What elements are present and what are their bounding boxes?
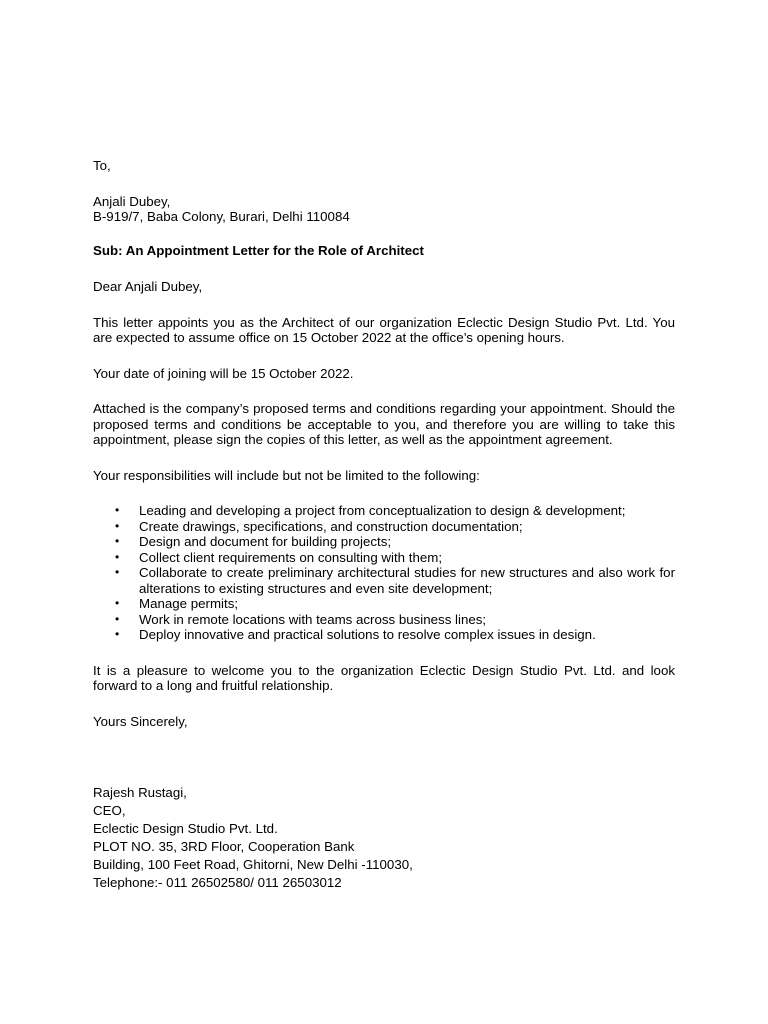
list-item xyxy=(93,534,675,550)
company-address-line2: Building, 100 Feet Road, Ghitorni, New Delhi -110030, xyxy=(93,857,413,872)
list-item-text: Work in remote locations with teams across business lines; xyxy=(139,611,487,627)
signoff: Yours Sincerely, xyxy=(93,713,188,729)
bullet-icon: • xyxy=(115,596,120,610)
joining-date-paragraph: Your date of joining will be 15 October 2022. xyxy=(93,365,354,381)
company-address-line1: PLOT NO. 35, 3RD Floor, Cooperation Bank xyxy=(93,839,355,854)
recipient-address: B-919/7, Baba Colony, Burari, Delhi 110084 xyxy=(93,209,350,224)
list-item xyxy=(93,550,675,566)
list-item xyxy=(93,503,675,519)
welcome-paragraph: It is a pleasure to welcome you to the organization Eclectic Design Studio Pvt. Ltd. and look forward to a long and fruitful relationship. xyxy=(93,662,675,693)
list-item xyxy=(93,565,675,596)
list-item-text: Create drawings, specifications, and construction documentation; xyxy=(139,518,523,534)
salutation: Dear Anjali Dubey, xyxy=(93,279,203,294)
bullet-icon: • xyxy=(115,565,120,579)
signature-block xyxy=(93,784,675,892)
appointment-paragraph: This letter appoints you as the Architect of our organization Eclectic Design Studio Pvt. Ltd. You are expected to assume office on 15 October 2022 at the office’s opening hours. xyxy=(93,314,675,345)
bullet-icon: • xyxy=(115,627,120,641)
responsibilities-intro: Your responsibilities will include but not be limited to the following: xyxy=(93,467,480,483)
bullet-icon: • xyxy=(115,534,120,548)
list-item-text: Leading and developing a project from conceptualization to design & development; xyxy=(139,503,626,518)
list-item xyxy=(93,627,675,643)
list-item xyxy=(93,612,675,628)
bullet-icon: • xyxy=(115,518,120,533)
list-item xyxy=(93,596,675,612)
subject-line: Sub: An Appointment Letter for the Role of Architect xyxy=(93,242,424,258)
list-item-text: Manage permits; xyxy=(139,596,239,611)
list-item-text: Collect client requirements on consulting with them; xyxy=(139,549,443,565)
recipient-name: Anjali Dubey, xyxy=(93,193,171,209)
responsibilities-list xyxy=(93,503,675,643)
bullet-icon: • xyxy=(115,549,120,564)
terms-paragraph: Attached is the company’s proposed terms and conditions regarding your appointment. Should the proposed terms and conditions be acceptable to you, and therefore you are willing to take this appointment, please sign the copies of this letter, as well as the appointment agreement. xyxy=(93,401,675,447)
recipient-block xyxy=(93,194,675,225)
list-item-text: Design and document for building projects; xyxy=(139,534,392,549)
signatory-name: Rajesh Rustagi, xyxy=(93,785,187,800)
company-name: Eclectic Design Studio Pvt. Ltd. xyxy=(93,821,278,836)
company-telephone: Telephone:- 011 26502580/ 011 26503012 xyxy=(93,875,342,890)
letter-document xyxy=(93,158,675,892)
list-item xyxy=(93,519,675,535)
bullet-icon: • xyxy=(115,611,120,626)
to-line: To, xyxy=(93,158,111,173)
signatory-title: CEO, xyxy=(93,803,126,818)
bullet-icon: • xyxy=(115,503,120,517)
list-item-text: Deploy innovative and practical solutions to resolve complex issues in design. xyxy=(139,627,596,642)
list-item-text: Collaborate to create preliminary architectural studies for new structures and also work for alterations to existing structures and even site development; xyxy=(139,565,675,596)
